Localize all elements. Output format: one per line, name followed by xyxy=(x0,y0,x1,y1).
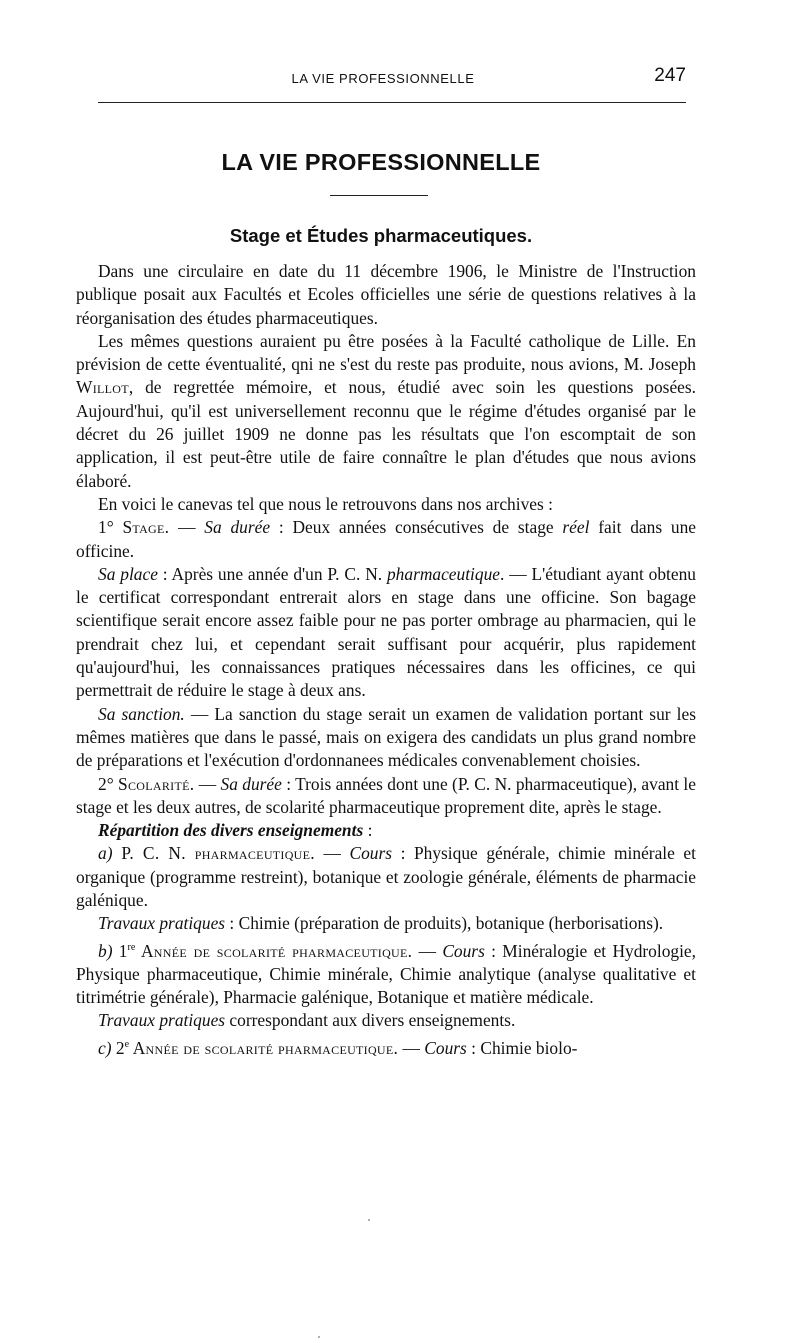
title-rule xyxy=(330,195,428,196)
paper-speck xyxy=(368,1219,370,1221)
header-rule xyxy=(98,102,686,103)
paragraph-lille: Les mêmes questions auraient pu être posées à la Faculté catholique de Lille. En prévision de cette éventualité, qni ne s'est du reste pas produite, nous avions, M. Joseph Willot, de regrettée mémoire, et nous, étudié avec soin les questions posées. Aujourd'hui, qu'il est universellement reconnu que le régime d'études organisé par le décret du 26 juillet 1909 ne donne pas les résultats que l'on escomptait de son application, il est peut-être utile de faire connaître le plan d'études que nous avions élaboré. xyxy=(76,330,696,491)
paper-speck xyxy=(318,1336,320,1338)
section-heading-stage: Stage. xyxy=(122,517,170,538)
page-number: 247 xyxy=(654,65,686,86)
paragraph-premiere-annee: b) 1re Année de scolarité pharmaceutique. — Cours : Minéralogie et Hydrologie, Physique pharmaceutique, Chimie minérale, Chimie analytique (analyse qualitative et titrimétrie générale), Pharmacie galénique, Botanique et matière médicale. xyxy=(76,940,696,1007)
paragraph-scolarite: 2° Scolarité. — Sa durée : Trois années dont une (P. C. N. pharmaceutique), avant le stage et les deux autres, de scolarité pharmaceutique proprement dite, après le stage. xyxy=(76,773,696,817)
paragraph-pcn: a) P. C. N. pharmaceutique. — Cours : Physique générale, chimie minérale et organique (programme restreint), botanique et zoologie générale, éléments de pharmacie galénique. xyxy=(76,843,696,911)
paragraph-stage: 1° Stage. — Sa durée : Deux années consécutives de stage réel fait dans une officine. xyxy=(76,517,696,561)
paragraph-travaux-1: Travaux pratiques : Chimie (préparation de produits), botanique (herborisations). xyxy=(98,913,664,934)
paragraph-sa-sanction: Sa sanction. — La sanction du stage serait un examen de validation portant sur les mêmes matières que dans le passé, mais on exigera des candidats un plus grand nombre de préparations et l'exécution d'ordonnanees médicales convenablement choisies. xyxy=(76,703,696,771)
article-title: LA VIE PROFESSIONNELLE xyxy=(221,149,541,175)
paragraph-deuxieme-annee: c) 2e Année de scolarité pharmaceutique. — Cours : Chimie biolo- xyxy=(98,1037,578,1058)
paragraph-repartition: Répartition des divers enseignements : xyxy=(98,820,373,841)
article-subtitle: Stage et Études pharmaceutiques. xyxy=(229,225,533,246)
running-title: LA VIE PROFESSIONNELLE xyxy=(291,71,475,86)
running-header xyxy=(76,64,690,90)
paragraph-canevas: En voici le canevas tel que nous le retrouvons dans nos archives : xyxy=(98,493,553,514)
paragraph-travaux-2: Travaux pratiques correspondant aux divers enseignements. xyxy=(98,1010,516,1031)
section-heading-scolarite: Scolarité. xyxy=(118,773,195,794)
author-name: Willot xyxy=(76,377,129,398)
paragraph-sa-place: Sa place : Après une année d'un P. C. N. pharmaceutique. — L'étudiant ayant obtenu le certificat correspondant entrerait alors en stage dans une officine. Son bagage scientifique serait encore assez faible pour ne pas porter ombrage au pharmacien, qui le prendrait chez lui, et cependant serait suffisant pour acquérir, plus rapidement qu'aujourd'hui, les connaissances pratiques nécessaires dans les officines, ce qui permettrait de réduire le stage à deux ans. xyxy=(76,563,696,701)
article-body xyxy=(76,260,696,1060)
paragraph-circulaire: Dans une circulaire en date du 11 décembre 1906, le Ministre de l'Instruction publique posait aux Facultés et Ecoles officielles une série de questions relatives à la réorganisation des études pharmaceutiques. xyxy=(76,261,696,328)
